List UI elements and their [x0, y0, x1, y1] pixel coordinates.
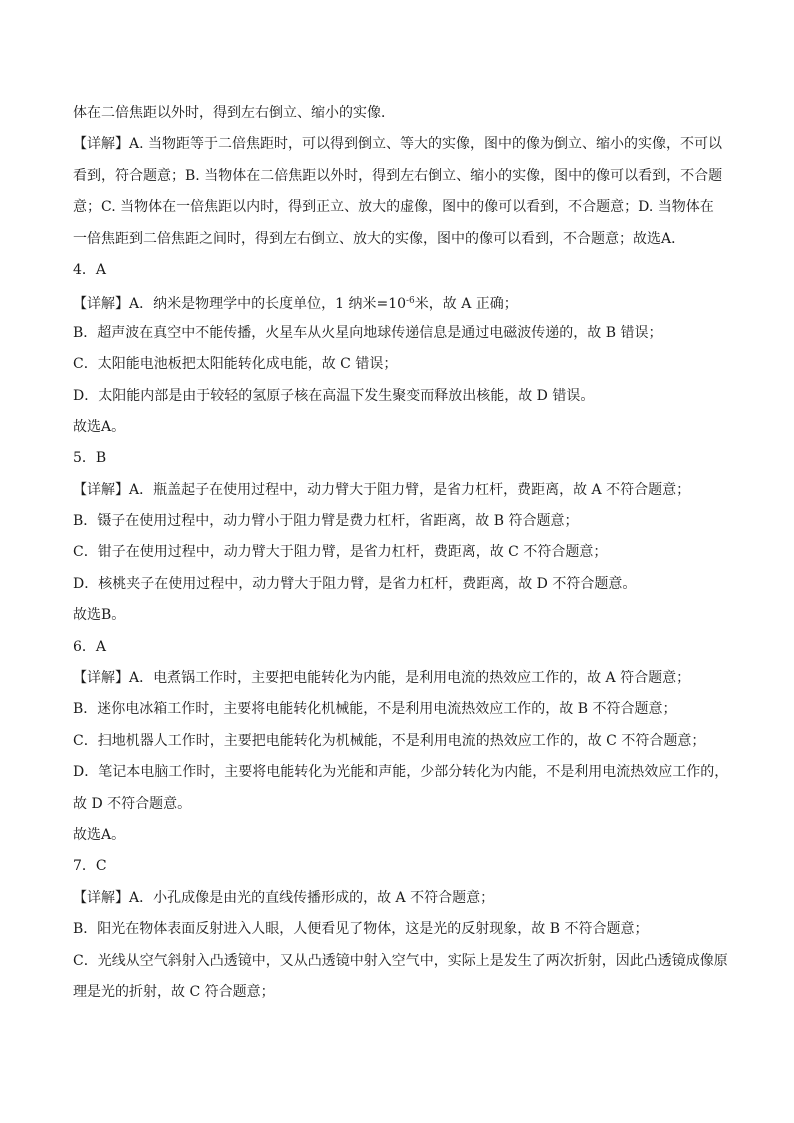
text-line: 【详解】A. 当物距等于二倍焦距时，可以得到倒立、等大的实像，图中的像为倒立、缩小的实像，不可以	[73, 136, 723, 153]
text-line: B．镊子在使用过程中，动力臂小于阻力臂是费力杠杆，省距离，故 B 符合题意；	[73, 513, 579, 530]
text-line: D．太阳能内部是由于较轻的氢原子核在高温下发生聚变而释放出核能，故 D 错误。	[73, 387, 595, 404]
text-line	[73, 286, 733, 317]
text-line: 理是光的折射，故 C 符合题意；	[73, 983, 275, 1000]
text-line: D．笔记本电脑工作时，主要将电能转化为光能和声能，少部分转化为内能，不是利用电流热效应工作的，	[73, 764, 729, 781]
text-line: 一倍焦距到二倍焦距之间时，得到左右倒立、放大的实像，图中的像可以看到，不合题意；故选A．	[73, 230, 686, 247]
text-line: 意；C. 当物体在一倍焦距以内时，得到正立、放大的虚像，图中的像可以看到，不合题意；D. 当物体在	[73, 199, 714, 216]
conclusion-line: 故选A。	[73, 418, 126, 435]
text-line: 【详解】A．瓶盖起子在使用过程中，动力臂大于阻力臂，是省力杠杆，费距离，故 A 不符合题意；	[73, 481, 691, 498]
text-segment: 米，故 A 正确；	[414, 296, 518, 313]
question-number: 5．B	[73, 450, 107, 467]
answer-text-block	[73, 98, 733, 1008]
text-line: 【详解】A．电煮锅工作时，主要把电能转化为内能，是利用电流的热效应工作的，故 A 符合题意；	[73, 670, 691, 687]
exponent: -6	[406, 296, 415, 307]
text-line: C．扫地机器人工作时，主要把电能转化为机械能，不是利用电流的热效应工作的，故 C 不符合题意；	[73, 732, 706, 749]
text-line: B．阳光在物体表面反射进入人眼，人便看见了物体，这是光的反射现象，故 B 不符合题意；	[73, 921, 649, 938]
conclusion-line: 故选B。	[73, 607, 126, 624]
question-number: 7．C	[73, 858, 107, 875]
text-line: 体在二倍焦距以外时，得到左右倒立、缩小的实像．	[73, 105, 395, 121]
text-line: C．钳子在使用过程中，动力臂大于阻力臂，是省力杠杆，费距离，故 C 不符合题意；	[73, 544, 608, 561]
text-line: C．光线从空气斜射入凸透镜中，又从凸透镜中射入空气中，实际上是发生了两次折射，因此凸透镜成像原	[73, 952, 728, 969]
text-line: B．迷你电冰箱工作时，主要将电能转化机械能，不是利用电流热效应工作的，故 B 不符合题意；	[73, 701, 677, 718]
text-line: C．太阳能电池板把太阳能转化成电能，故 C 错误；	[73, 356, 398, 373]
text-line: D．核桃夹子在使用过程中，动力臂大于阻力臂，是省力杠杆，费距离，故 D 不符合题意。	[73, 575, 637, 592]
text-line: 故 D 不符合题意。	[73, 795, 192, 812]
text-line: 看到，符合题意；B. 当物体在二倍焦距以外时，得到左右倒立、缩小的实像，图中的像可以看到，不合题	[73, 167, 723, 184]
text-line: B．超声波在真空中不能传播，火星车从火星向地球传递信息是通过电磁波传递的，故 B 错误；	[73, 324, 663, 341]
text-line: 【详解】A．小孔成像是由光的直线传播形成的，故 A 不符合题意；	[73, 889, 495, 906]
text-segment: 【详解】A．纳米是物理学中的长度单位，1 纳米=10	[73, 296, 407, 313]
conclusion-line: 故选A。	[73, 826, 126, 843]
question-number: 4．A	[73, 261, 107, 278]
question-number: 6．A	[73, 638, 107, 655]
